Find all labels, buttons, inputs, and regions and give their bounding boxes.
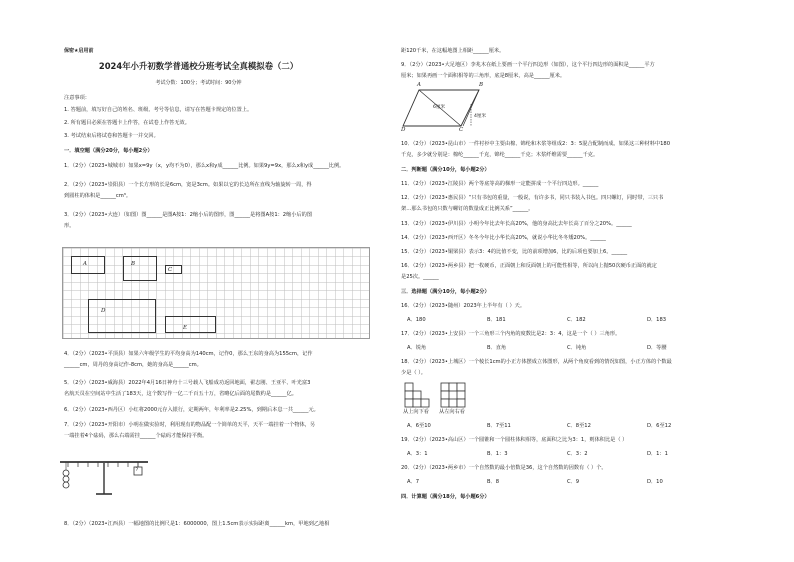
note-3: 3. 考试结束后将试卷和答题卡一并交回。 — [64, 133, 159, 139]
q17-option-a: A．锐角 — [407, 345, 427, 351]
question-16a-line2: 是25次。______ — [401, 274, 439, 280]
vertex-c: C — [459, 127, 464, 133]
q19-option-a: A．3：1 — [407, 451, 428, 457]
question-7-line1: 7．（2分）（2023•开阳市）小明在做实验时，利用现有的物品配一个简单的天平，天平一端挂着一个物体，另 — [64, 422, 316, 428]
label-c: C — [168, 267, 173, 273]
rect-d — [88, 299, 156, 333]
q19-option-b: B．1：3 — [487, 451, 508, 457]
top-view-caption: 从上向下看 — [403, 409, 429, 415]
exam-subtitle: 考试分数：100分；考试时间：90分钟 — [155, 80, 242, 86]
question-10-line2: 千克，多少就分别是：棉纶______千克，锦纶______千克；木浆纤维需要______千克。 — [401, 152, 599, 158]
section-calculation: 四．计算题（满分18分，每小题6分） — [401, 494, 490, 500]
question-8-line2: 距120千米，在这幅地图上相距______厘米。 — [401, 48, 505, 54]
note-2: 2. 所有题目必须在答题卡上作答，在试卷上作答无效。 — [64, 120, 190, 126]
question-9-line1: 9．（2分）（2023•大足地区）李兆木在纸上要画一个平行四边形（如图），这个平行四边形的面积是______平方 — [401, 62, 655, 68]
question-3-line2: 形。 — [64, 223, 75, 229]
q17-option-c: C．钝角 — [567, 345, 587, 351]
rect-a — [71, 256, 105, 274]
q17-option-d: D．等腰 — [647, 345, 667, 351]
side-label: 4厘米 — [474, 114, 487, 119]
q19-option-c: C．3：2 — [567, 451, 588, 457]
question-2-line1: 2．（2分）（2023•崇阳县）一个长方形的长是6cm，宽是3cm。如果以它的长边所在直线为轴旋转一周，得 — [64, 182, 312, 188]
exam-title: 2024年小升初数学普通校分班考试全真模拟卷（二） — [98, 61, 299, 71]
question-18-line2: 少是（ ）。 — [401, 370, 426, 376]
note-1: 1. 答题前，填写好自己的姓名、班级、考号等信息，请写在答题卡规定的位置上。 — [64, 107, 253, 113]
question-9-line2: 厘米；如果再画一个面积相等的三角形，底是8厘米，高是______厘米。 — [401, 73, 566, 79]
label-d: D — [101, 308, 106, 314]
question-7-line2: 一端挂着4个砝码，那么右端需挂______个砝码才能保持平衡。 — [64, 433, 208, 439]
balance-unknown-label: ? — [135, 467, 139, 473]
question-17: 17．（2分）（2023•上安县）一个三角形三个内角的度数比是2：3：4，这是一个（ ）三角形。 — [401, 331, 621, 337]
q16-option-a: A．180 — [407, 317, 426, 323]
q18-option-d: D．6至12 — [647, 423, 672, 429]
question-12-line2: 架…那么书包的只数与螺钉的数量成正比例关系”______。 — [401, 206, 534, 212]
question-5-line1: 5．（2分）（2023•威海县）2022年4月16日神舟十三号载人飞船成功返回地面，翟志刚、王亚平、叶光富3 — [64, 380, 311, 386]
q20-option-a: A．7 — [407, 479, 420, 485]
question-10-line1: 10．（2分）（2023•昆山市）一件衬衫中主要由棉、锦纶和木浆等组成2：3：5混合配制而成。如果这三种材料中180 — [401, 141, 671, 147]
q16-option-d: D．183 — [647, 317, 667, 323]
vertex-b: B — [479, 82, 484, 88]
question-19: 19．（2分）（2023•高山区）一个圆锥和一个圆柱体积相等，底面积之比为3：1，则体积比是（ ） — [401, 437, 628, 443]
parallelogram-figure — [401, 84, 491, 134]
question-16a-line1: 16．（2分）（2023•两乡县）把一枚硬币，正面朝上和反面朝上的可能性相等，所以向上抛50次硬币正面的就定 — [401, 263, 657, 269]
q20-option-c: C．9 — [567, 479, 580, 485]
question-20: 20．（2分）（2023•两乡市）一个自然数的最小倍数是36，这个自然数的因数有（ ）个。 — [401, 465, 607, 471]
question-12-line1: 12．（2分）（2023•惠民县）“只有书包的重量，一般说，有许多书，同只书装入书包。四只螺钉，同时带，三只书 — [401, 195, 664, 201]
question-11: 11．（2分）（2023•江陵县）两个等底等高的梯形一定能拼成一个平行四边形。______ — [401, 181, 599, 187]
left-view-caption: 从左向右看 — [439, 409, 465, 415]
q17-option-b: B．直角 — [487, 345, 507, 351]
q16-option-c: C．182 — [567, 317, 586, 323]
question-2-line2: 到圆柱的体积是______cm³。 — [64, 193, 132, 199]
label-a: A — [83, 261, 87, 267]
right-page — [397, 0, 794, 562]
q19-option-d: D．1：1 — [647, 451, 668, 457]
label-b: B — [131, 261, 136, 267]
question-15: 15．（2分）（2023•铜梁县）表示3：4的比值不变，比的前项增加6，比的后项也要加上6。______ — [401, 249, 628, 255]
question-13: 13．（2分）（2023•伊川县）小明今年比去年长高20%，他的身高比去年长高了百分之20%。______ — [401, 221, 632, 227]
rect-e — [165, 316, 216, 333]
label-e: E — [183, 325, 188, 331]
question-1: 1．（2分）（2023•城城市）如果x=9y（x，y均不为0），那么x和y成______比例。如果9y=9x，那么x和y成______比例。 — [64, 163, 345, 169]
confidential-mark: 保密★启用前 — [64, 48, 94, 54]
q20-option-b: B．8 — [487, 479, 500, 485]
question-5-line2: 名航天员在空间站中生活了183天，这个数写作一亿二千百五十万，省略亿后面的尾数约是______亿。 — [64, 391, 297, 397]
vertex-d: D — [401, 127, 406, 133]
q18-option-a: A．6至10 — [407, 423, 431, 429]
rect-b — [123, 256, 157, 281]
section-multiple-choice: 三．选择题（满分10分，每小题2分） — [401, 289, 490, 295]
question-3-line1: 3．（2分）（2023•大连）（如图）图______是图A按1：2缩小后的图形，图______是将图A按1：2缩小后的图 — [64, 212, 313, 218]
question-16: 16．（2分）（2023•随州）2023年上半年有（ ）天。 — [401, 303, 526, 309]
q16-option-b: B．181 — [487, 317, 506, 323]
q20-option-d: D．10 — [647, 479, 663, 485]
section-fill-blank: 一．填空题（满分20分，每小题2分） — [64, 148, 153, 154]
question-18-line1: 18．（2分）（2023•上城区）一个棱长1cm的小正方体摆成立体图形，从两个角度看到的情况如图，小正方体的个数最 — [401, 359, 672, 365]
vertex-a: A — [417, 82, 421, 88]
section-true-false: 二．判断题（满分10分，每小题2分） — [401, 167, 490, 173]
question-6: 6．（2分）（2023•西丹区）小红将2000元存入银行，定期两年，年利率是2.25%，到期后本息一共______元。 — [64, 407, 319, 413]
q18-option-b: B．7至11 — [487, 423, 511, 429]
balance-figure — [58, 458, 150, 498]
q18-option-c: C．8至12 — [567, 423, 591, 429]
shape-grid — [62, 247, 370, 339]
notes-heading: 注意事项： — [64, 95, 90, 101]
question-14: 14．（2分）（2023•西开区）冬冬今年比小华长高20%，就说小华比冬冬矮20%。______ — [401, 235, 606, 241]
question-4-line1: 4．（2分）（2023•平顶县）如果六年级学生的平均身高为140cm，记作0，那么王东的身高为155cm，记作 — [64, 351, 313, 357]
question-8-line1: 8．（2分）（2023•江西县）一幅地图的比例尺是1：6000000，图上1.5cm表示实际距离______km，甲地到乙地相 — [64, 521, 330, 527]
height-label: 6厘米 — [433, 105, 446, 110]
question-4-line2: ______cm，周丹的身高记作-8cm，她的身高是______cm。 — [64, 362, 202, 368]
